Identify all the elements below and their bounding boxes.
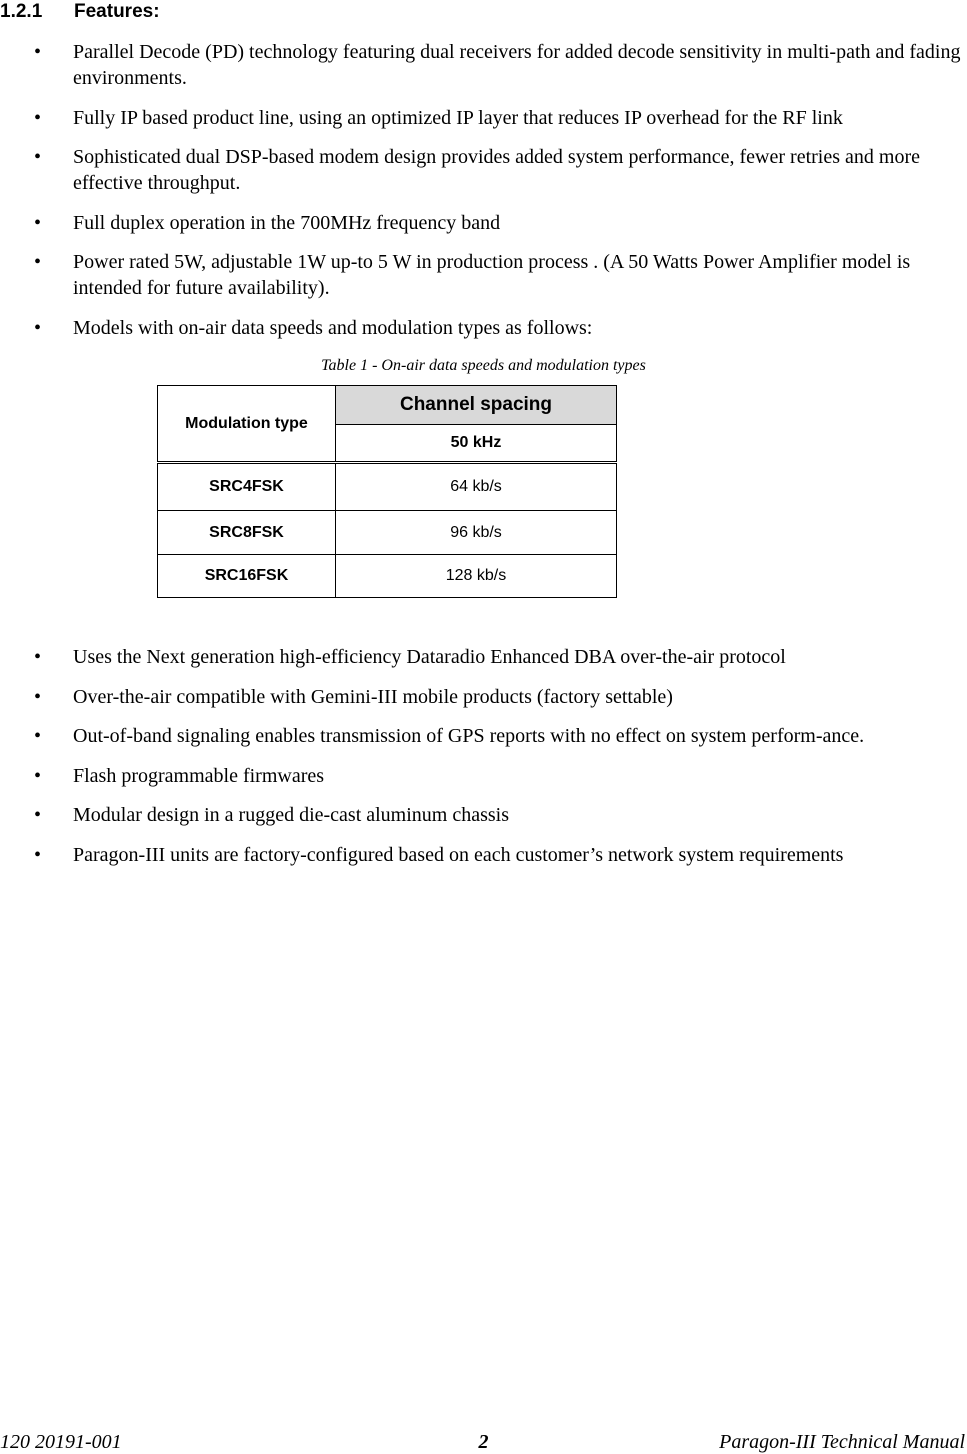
feature-item xyxy=(0,210,967,236)
feature-item xyxy=(0,842,967,868)
feature-text: Paragon-III units are factory-configured based on each customer’s network system requirements xyxy=(73,843,844,866)
feature-text: Full duplex operation in the 700MHz frequency band xyxy=(73,211,501,234)
data-speeds-table xyxy=(157,385,617,598)
bullet-icon: • xyxy=(34,106,42,129)
feature-item xyxy=(0,144,967,196)
feature-item xyxy=(0,723,967,749)
section-heading xyxy=(0,0,160,24)
table-row xyxy=(158,463,617,511)
feature-item xyxy=(0,249,967,301)
bullet-icon: • xyxy=(34,804,42,826)
feature-text: Flash programmable firmwares xyxy=(73,764,325,787)
bullet-icon: • xyxy=(34,843,42,866)
header-channel-spacing: Channel spacing xyxy=(336,386,617,425)
footer-page-number: 2 xyxy=(478,1431,489,1453)
feature-item xyxy=(0,105,967,131)
bullet-icon: • xyxy=(34,251,42,273)
header-modulation-type: Modulation type xyxy=(158,386,336,463)
feature-item xyxy=(0,802,967,828)
page-footer xyxy=(0,1430,967,1454)
table-row xyxy=(158,511,617,555)
speed-cell: 128 kb/s xyxy=(336,555,617,598)
feature-text: Power rated 5W, adjustable 1W up-to 5 W in production process . (A 50 Watts Power Amplifier model is intended for future availability). xyxy=(73,251,911,299)
feature-item xyxy=(0,763,967,789)
feature-text: Parallel Decode (PD) technology featuring dual receivers for added decode sensitivity in multi-path and fading environments. xyxy=(73,41,961,89)
bullet-icon: • xyxy=(34,725,42,747)
footer-manual-title: Paragon-III Technical Manual xyxy=(719,1431,965,1453)
modulation-cell: SRC16FSK xyxy=(158,555,336,598)
feature-item xyxy=(0,315,967,341)
feature-text: Modular design in a rugged die-cast aluminum chassis xyxy=(73,804,510,826)
feature-item xyxy=(0,39,967,91)
modulation-cell: SRC4FSK xyxy=(158,463,336,511)
features-list-bottom xyxy=(0,644,967,881)
speed-cell: 64 kb/s xyxy=(336,463,617,511)
bullet-icon: • xyxy=(34,764,42,787)
feature-text: Models with on-air data speeds and modulation types as follows: xyxy=(73,316,593,339)
section-title: Features: xyxy=(74,1,160,22)
feature-item xyxy=(0,644,967,670)
feature-text: Out-of-band signaling enables transmission of GPS reports with no effect on system perform-ance. xyxy=(73,725,865,747)
bullet-icon: • xyxy=(34,316,42,339)
table-row xyxy=(158,555,617,598)
bullet-icon: • xyxy=(34,41,42,63)
header-spacing-value: 50 kHz xyxy=(336,424,617,463)
speed-cell: 96 kb/s xyxy=(336,511,617,555)
features-list-top xyxy=(0,39,967,354)
bullet-icon: • xyxy=(34,146,42,168)
bullet-icon: • xyxy=(34,685,42,708)
bullet-icon: • xyxy=(34,646,42,668)
section-number: 1.2.1 xyxy=(0,1,43,22)
feature-text: Fully IP based product line, using an optimized IP layer that reduces IP overhead for the RF link xyxy=(73,106,843,129)
modulation-cell: SRC8FSK xyxy=(158,511,336,555)
feature-text: Uses the Next generation high-efficiency Dataradio Enhanced DBA over-the-air protocol xyxy=(73,646,786,668)
feature-text: Sophisticated dual DSP-based modem design provides added system performance, fewer retries and more effective throughput. xyxy=(73,146,920,194)
table-caption: Table 1 - On-air data speeds and modulation types xyxy=(321,357,646,374)
feature-text: Over-the-air compatible with Gemini-III mobile products (factory settable) xyxy=(73,685,673,708)
bullet-icon: • xyxy=(34,211,42,234)
feature-item xyxy=(0,684,967,710)
footer-doc-number: 120 20191-001 xyxy=(0,1431,122,1453)
